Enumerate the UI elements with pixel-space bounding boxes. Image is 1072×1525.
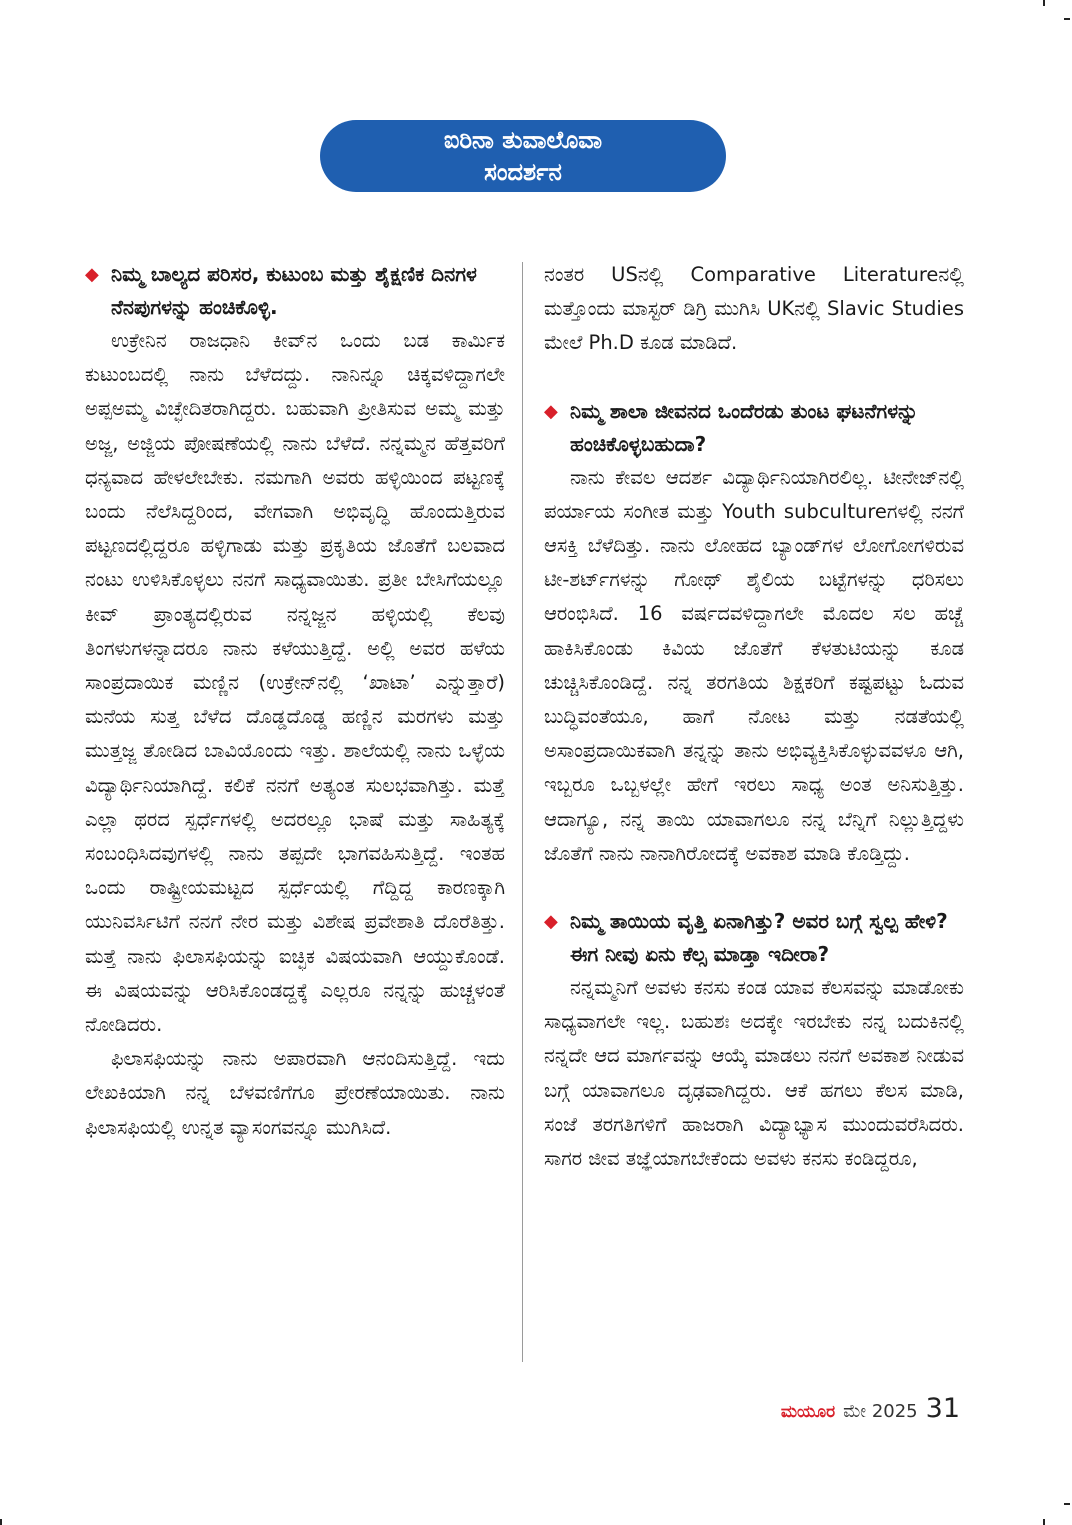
spacer — [544, 361, 964, 395]
answer-3: ನನ್ನಮ್ಮನಿಗೆ ಅವಳು ಕನಸು ಕಂಡ ಯಾವ ಕೆಲಸವನ್ನು ಮಾಡೋಕು ಸಾಧ್ಯವಾಗಲೇ ಇಲ್ಲ. ಬಹುಶಃ ಅದಕ್ಕೇ ಇರಬೇಕು ನನ್ನ ಬದುಕಿನಲ್ಲಿ ನನ್ನದೇ ಆದ ಮಾರ್ಗವನ್ನು ಆಯ್ಕೆ ಮಾಡಲು ನನಗೆ ಅವಕಾಶ ನೀಡುವ ಬಗ್ಗೆ ಯಾವಾಗಲೂ ದೃಢವಾಗಿದ್ದರು. ಆಕೆ ಹಗಲು ಕೆಲಸ ಮಾಡಿ, ಸಂಜೆ ತರಗತಿಗಳಿಗೆ ಹಾಜರಾಗಿ ವಿದ್ಯಾಭ್ಯಾಸ ಮುಂದುವರೆಸಿದರು. ಸಾಗರ ಜೀವ ತಜ್ಞೆಯಾಗಬೇಕೆಂದು ಅವಳು ಕನಸು ಕಂಡಿದ್ದರೂ, — [544, 976, 964, 1171]
right-column — [544, 258, 964, 1176]
question-1 — [85, 258, 505, 324]
crop-mark — [1064, 1503, 1070, 1505]
page-number: 31 — [925, 1393, 960, 1424]
answer-1-paragraph-2: ಫಿಲಾಸಫಿಯನ್ನು ನಾನು ಅಪಾರವಾಗಿ ಆನಂದಿಸುತ್ತಿದ್ದೆ. ಇದು ಲೇಖಕಿಯಾಗಿ ನನ್ನ ಬೆಳವಣಿಗೆಗೂ ಪ್ರೇರಣೆಯಾಯಿತು. ನಾನು ಫಿಲಾಸಫಿಯಲ್ಲಿ ಉನ್ನತ ವ್ಯಾಸಂಗವನ್ನೂ ಮುಗಿಸಿದೆ. — [85, 1047, 505, 1139]
diamond-bullet-icon: ◆ — [85, 264, 99, 285]
crop-mark — [1064, 18, 1070, 20]
answer-2: ನಾನು ಕೇವಲ ಆದರ್ಶ ವಿದ್ಯಾರ್ಥಿನಿಯಾಗಿರಲಿಲ್ಲ. ಟೀನೇಜ್‌ನಲ್ಲಿ ಪರ್ಯಾಯ ಸಂಗೀತ ಮತ್ತು Youth subcultureಗಳಲ್ಲಿ ನನಗೆ ಆಸಕ್ತಿ ಬೆಳೆದಿತ್ತು. ನಾನು ಲೋಹದ ಬ್ಯಾಂಡ್‌ಗಳ ಲೋಗೋಗಳಿರುವ ಟೀ-ಶರ್ಟ್‌ಗಳನ್ನು ಗೋಥ್ ಶೈಲಿಯ ಬಟ್ಟೆಗಳನ್ನು ಧರಿಸಲು ಆರಂಭಿಸಿದೆ. 16 ವರ್ಷದವಳಿದ್ದಾಗಲೇ ಮೊದಲ ಸಲ ಹಚ್ಚೆ ಹಾಕಿಸಿಕೊಂಡು ಕಿವಿಯ ಜೊತೆಗೆ ಕೆಳತುಟಿಯನ್ನು ಕೂಡ ಚುಚ್ಚಿಸಿಕೊಂಡಿದ್ದೆ. ನನ್ನ ತರಗತಿಯ ಶಿಕ್ಷಕರಿಗೆ ಕಷ್ಟಪಟ್ಟು ಓದುವ ಬುದ್ಧಿವಂತೆಯೂ, ಹಾಗೆ ನೋಟ ಮತ್ತು ನಡತೆಯಲ್ಲಿ ಅಸಾಂಪ್ರದಾಯಿಕವಾಗಿ ತನ್ನನ್ನು ತಾನು ಅಭಿವ್ಯಕ್ತಿಸಿಕೊಳ್ಳುವವಳೂ ಆಗಿ, ಇಬ್ಬರೂ ಒಬ್ಬಳಲ್ಲೇ ಹೇಗೆ ಇರಲು ಸಾಧ್ಯ ಅಂತ ಅನಿಸುತ್ತಿತ್ತು. ಆದಾಗ್ಯೂ, ನನ್ನ ತಾಯಿ ಯಾವಾಗಲೂ ನನ್ನ ಬೆನ್ನಿಗೆ ನಿಲ್ಲುತ್ತಿದ್ದಳು ಜೊತೆಗೆ ನಾನು ನಾನಾಗಿರೋದಕ್ಕೆ ಅವಕಾಶ ಮಾಡಿ ಕೊಡ್ತಿದ್ದು. — [544, 465, 964, 865]
question-2 — [544, 395, 964, 461]
question-3-text: ನಿಮ್ಮ ತಾಯಿಯ ವೃತ್ತಿ ಏನಾಗಿತ್ತು? ಅವರ ಬಗ್ಗೆ ಸ್ವಲ್ಪ ಹೇಳಿ? ಈಗ ನೀವು ಏನು ಕೆಲ್ಸ ಮಾಡ್ತಾ ಇದೀರಾ? — [570, 909, 948, 967]
diamond-bullet-icon: ◆ — [544, 400, 558, 422]
crop-mark — [1043, 0, 1045, 6]
issue-date: ಮೇ 2025 — [843, 1401, 918, 1422]
header-subtitle: ಸಂದರ್ಶನ — [484, 158, 562, 186]
crop-mark — [1043, 1519, 1045, 1525]
header-title: ಐರಿನಾ ತುವಾಲೊವಾ — [443, 126, 603, 154]
column-divider — [522, 262, 523, 1362]
diamond-bullet-icon: ◆ — [544, 911, 558, 933]
left-column — [85, 258, 505, 1145]
question-3 — [544, 905, 964, 971]
question-2-text: ನಿಮ್ಮ ಶಾಲಾ ಜೀವನದ ಒಂದೆರಡು ತುಂಟ ಘಟನೆಗಳನ್ನು ಹಂಚಿಕೊಳ್ಳಬಹುದಾ? — [570, 398, 919, 456]
answer-1-continued: ನಂತರ USನಲ್ಲಿ Comparative Literatureನಲ್ಲಿ ಮತ್ತೊಂದು ಮಾಸ್ಟರ್ ಡಿಗ್ರಿ ಮುಗಿಸಿ UKನಲ್ಲಿ Slavic Studies ಮೇಲೆ Ph.D ಕೂಡ ಮಾಡಿದೆ. — [544, 263, 964, 355]
magazine-logo: ಮಯೂರ — [780, 1402, 836, 1422]
page-footer — [781, 1393, 960, 1424]
section-header — [320, 120, 726, 192]
crop-mark — [0, 1519, 2, 1525]
answer-1-paragraph-1: ಉಕ್ರೇನಿನ ರಾಜಧಾನಿ ಕೀವ್‌ನ ಒಂದು ಬಡ ಕಾರ್ಮಿಕ ಕುಟುಂಬದಲ್ಲಿ ನಾನು ಬೆಳೆದದ್ದು. ನಾನಿನ್ನೂ ಚಿಕ್ಕವಳಿದ್ದಾಗಲೇ ಅಪ್ಪಅಮ್ಮ ವಿಚ್ಛೇದಿತರಾಗಿದ್ದರು. ಬಹುವಾಗಿ ಪ್ರೀತಿಸುವ ಅಮ್ಮ ಮತ್ತು ಅಜ್ಜ, ಅಜ್ಜಿಯ ಪೋಷಣೆಯಲ್ಲಿ ನಾನು ಬೆಳೆದೆ. ನನ್ನಮ್ಮನ ಹೆತ್ತವರಿಗೆ ಧನ್ಯವಾದ ಹೇಳಲೇಬೇಕು. ನಮಗಾಗಿ ಅವರು ಹಳ್ಳಿಯಿಂದ ಪಟ್ಟಣಕ್ಕೆ ಬಂದು ನೆಲೆಸಿದ್ದರಿಂದ, ವೇಗವಾಗಿ ಅಭಿವೃದ್ಧಿ ಹೊಂದುತ್ತಿರುವ ಪಟ್ಟಣದಲ್ಲಿದ್ದರೂ ಹಳ್ಳಿಗಾಡು ಮತ್ತು ಪ್ರಕೃತಿಯ ಜೊತೆಗೆ ಬಲವಾದ ನಂಟು ಉಳಿಸಿಕೊಳ್ಳಲು ನನಗೆ ಸಾಧ್ಯವಾಯಿತು. ಪ್ರತೀ ಬೇಸಿಗೆಯಲ್ಲೂ ಕೀವ್ ಪ್ರಾಂತ್ಯದಲ್ಲಿರುವ ನನ್ನಜ್ಜನ ಹಳ್ಳಿಯಲ್ಲಿ ಕೆಲವು ತಿಂಗಳುಗಳನ್ನಾದರೂ ನಾನು ಕಳೆಯುತ್ತಿದ್ದೆ. ಅಲ್ಲಿ ಅವರ ಹಳೆಯ ಸಾಂಪ್ರದಾಯಿಕ ಮಣ್ಣಿನ (ಉಕ್ರೇನ್‌ನಲ್ಲಿ ‘ಖಾಟಾ’ ಎನ್ನುತ್ತಾರೆ) ಮನೆಯ ಸುತ್ತ ಬೆಳೆದ ದೊಡ್ಡದೊಡ್ಡ ಹಣ್ಣಿನ ಮರಗಳು ಮತ್ತು ಮುತ್ತಜ್ಜ ತೋಡಿದ ಬಾವಿಯೊಂದು ಇತ್ತು. ಶಾಲೆಯಲ್ಲಿ ನಾನು ಒಳ್ಳೆಯ ವಿದ್ಯಾರ್ಥಿನಿಯಾಗಿದ್ದೆ. ಕಲಿಕೆ ನನಗೆ ಅತ್ಯಂತ ಸುಲಭವಾಗಿತ್ತು. ಮತ್ತೆ ಎಲ್ಲಾ ಥರದ ಸ್ಪರ್ಧೆಗಳಲ್ಲಿ ಅದರಲ್ಲೂ ಭಾಷೆ ಮತ್ತು ಸಾಹಿತ್ಯಕ್ಕೆ ಸಂಬಂಧಿಸಿದವುಗಳಲ್ಲಿ ನಾನು ತಪ್ಪದೇ ಭಾಗವಹಿಸುತ್ತಿದ್ದೆ. ಇಂತಹ ಒಂದು ರಾಷ್ಟ್ರೀಯಮಟ್ಟದ ಸ್ಪರ್ಧೆಯಲ್ಲಿ ಗೆದ್ದಿದ್ದ ಕಾರಣಕ್ಕಾಗಿ ಯುನಿವರ್ಸಿಟಿಗೆ ನನಗೆ ನೇರ ಮತ್ತು ವಿಶೇಷ ಪ್ರವೇಶಾತಿ ದೊರೆತಿತ್ತು. ಮತ್ತೆ ನಾನು ಫಿಲಾಸಫಿಯನ್ನು ಐಚ್ಛಿಕ ವಿಷಯವಾಗಿ ಆಯ್ದುಕೊಂಡೆ. ಈ ವಿಷಯವನ್ನು ಆರಿಸಿಕೊಂಡದ್ದಕ್ಕೆ ಎಲ್ಲರೂ ನನ್ನನ್ನು ಹುಚ್ಚಳಂತೆ ನೋಡಿದರು. — [85, 329, 505, 1037]
question-1-text: ನಿಮ್ಮ ಬಾಲ್ಯದ ಪರಿಸರ, ಕುಟುಂಬ ಮತ್ತು ಶೈಕ್ಷಣಿಕ ದಿನಗಳ ನೆನಪುಗಳನ್ನು ಹಂಚಿಕೊಳ್ಳಿ. — [111, 262, 477, 319]
spacer — [544, 871, 964, 905]
